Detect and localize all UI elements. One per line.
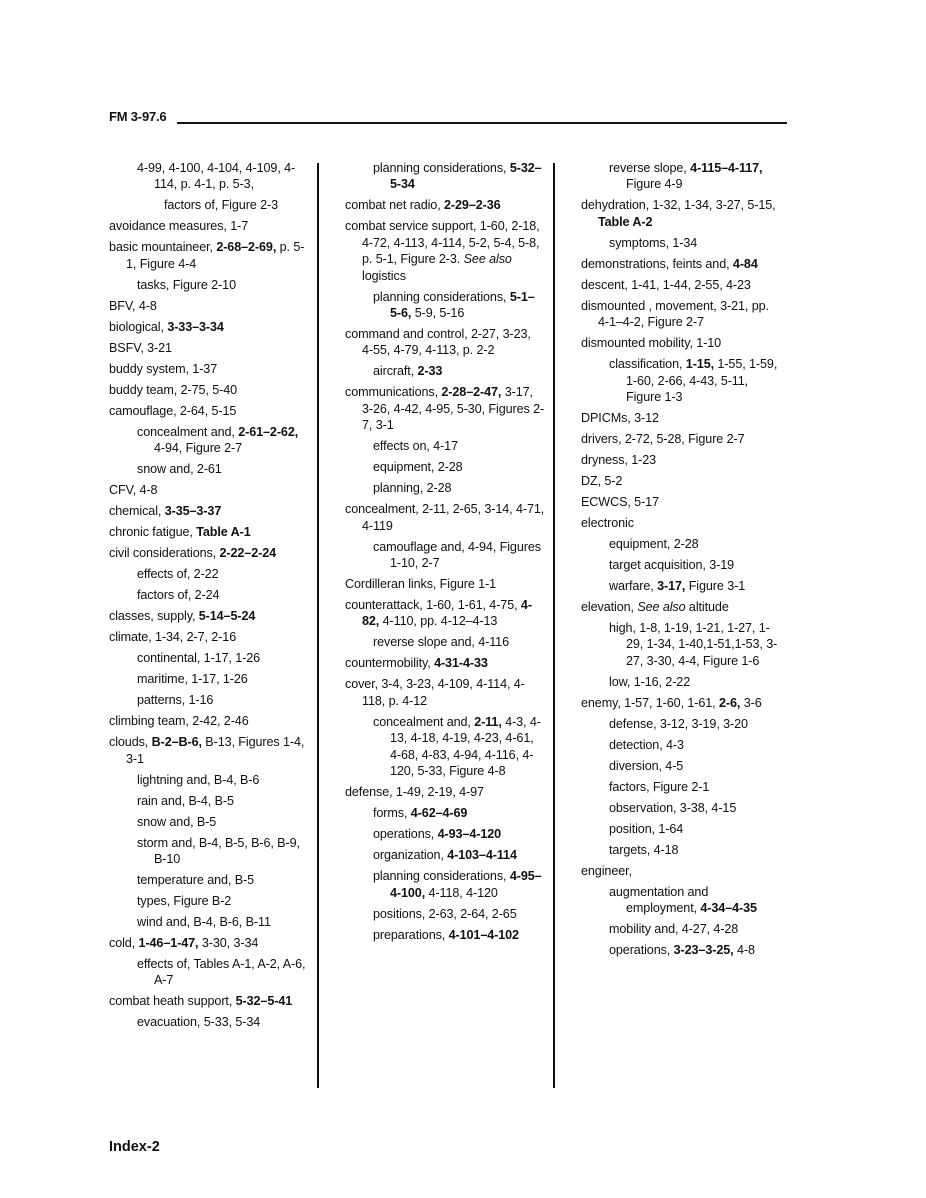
entry-text: communications, bbox=[345, 385, 442, 400]
entry-text: chemical, bbox=[109, 504, 165, 519]
see-also-text: See also bbox=[463, 252, 512, 267]
entry-text: dismounted mobility, 1-10 bbox=[581, 336, 722, 351]
entry-text: 4-94, Figure 2-7 bbox=[154, 441, 243, 456]
index-entry bbox=[581, 256, 781, 272]
entry-text: engineer, bbox=[581, 863, 632, 878]
entry-text: augmentation and employment, bbox=[609, 884, 709, 916]
index-subentry bbox=[109, 1014, 309, 1030]
index-subentry bbox=[345, 826, 545, 842]
entry-text: buddy team, 2-75, 5-40 bbox=[109, 382, 238, 397]
entry-text: 4-3, 4-13, 4-18, 4-19, 4-23, 4-61, 4-68, 4-83, 4-94, 4-116, 4-120, 5-33, Figure 4-8 bbox=[390, 714, 541, 779]
entry-text: mobility and, 4-27, 4-28 bbox=[609, 922, 739, 937]
index-entry bbox=[109, 734, 309, 767]
entry-text: combat heath support, bbox=[109, 994, 236, 1009]
entry-text: Figure 3-1 bbox=[685, 579, 746, 594]
bold-reference: 4-62–4-69 bbox=[410, 806, 468, 821]
index-entry bbox=[581, 452, 781, 468]
index-subentry bbox=[345, 480, 545, 496]
index-subentry bbox=[109, 692, 309, 708]
index-subentry bbox=[581, 942, 781, 958]
entry-text: low, 1-16, 2-22 bbox=[609, 674, 691, 689]
index-column-2 bbox=[345, 160, 545, 948]
index-subentry bbox=[109, 424, 309, 457]
index-entry bbox=[345, 197, 545, 213]
entry-text: DZ, 5-2 bbox=[581, 474, 623, 489]
entry-text: demonstrations, feints and, bbox=[581, 256, 733, 271]
entry-text: forms, bbox=[373, 806, 411, 821]
entry-text: classes, supply, bbox=[109, 609, 199, 624]
index-entry bbox=[109, 218, 309, 234]
entry-text: wind and, B-4, B-6, B-11 bbox=[137, 915, 271, 930]
entry-text: organization, bbox=[373, 848, 448, 863]
index-subentry bbox=[345, 289, 545, 322]
index-subentry bbox=[581, 800, 781, 816]
bold-reference: 2-61–2-62, bbox=[238, 424, 299, 439]
index-entry bbox=[581, 197, 781, 230]
index-entry bbox=[109, 713, 309, 729]
entry-text: maritime, 1-17, 1-26 bbox=[137, 672, 248, 687]
entry-text: 3-17, 3-26, 4-42, 4-95, 5-30, Figures 2-7, 3-1 bbox=[362, 385, 545, 433]
index-subentry bbox=[345, 714, 545, 780]
bold-reference: 4-34–4-35 bbox=[700, 901, 757, 916]
index-subentry bbox=[109, 197, 309, 213]
entry-text: 4-99, 4-100, 4-104, 4-109, 4-114, p. 4-1, p. 5-3, bbox=[137, 161, 296, 192]
bold-reference: 3-17, bbox=[657, 579, 686, 594]
entry-text: biological, bbox=[109, 319, 168, 334]
entry-text: patterns, 1-16 bbox=[137, 693, 214, 708]
entry-text: positions, 2-63, 2-64, 2-65 bbox=[373, 906, 517, 921]
entry-text: equipment, 2-28 bbox=[373, 460, 463, 475]
entry-text: Figure 4-9 bbox=[626, 177, 683, 192]
index-subentry bbox=[109, 793, 309, 809]
entry-text: clouds, bbox=[109, 735, 152, 750]
entry-text: position, 1-64 bbox=[609, 821, 684, 836]
index-subentry bbox=[109, 914, 309, 930]
index-subentry bbox=[345, 847, 545, 863]
entry-text: combat net radio, bbox=[345, 198, 445, 213]
entry-text: reverse slope and, 4-116 bbox=[373, 635, 509, 650]
entry-text: warfare, bbox=[609, 579, 658, 594]
index-entry bbox=[581, 863, 781, 879]
index-subentry bbox=[581, 884, 781, 917]
entry-text: defense, 1-49, 2-19, 4-97 bbox=[345, 785, 484, 800]
entry-text: continental, 1-17, 1-26 bbox=[137, 651, 261, 666]
bold-reference: 5-14–5-24 bbox=[198, 609, 256, 624]
entry-text: dismounted , movement, 3-21, pp. 4-1–4-2, Figure 2-7 bbox=[581, 298, 769, 330]
bold-reference: 2-68–2-69, bbox=[216, 240, 277, 255]
entry-text: cover, 3-4, 3-23, 4-109, 4-114, 4-118, p. 4-12 bbox=[345, 677, 525, 708]
index-subentry bbox=[109, 814, 309, 830]
index-subentry bbox=[581, 842, 781, 858]
index-entry bbox=[581, 410, 781, 426]
entry-text: 3-30, 3-34 bbox=[198, 936, 259, 951]
entry-text: 1-55, 1-59, 1-60, 2-66, 4-43, 5-11, Figure 1-3 bbox=[626, 357, 778, 405]
index-subentry bbox=[581, 235, 781, 251]
index-subentry bbox=[345, 363, 545, 379]
entry-text: operations, bbox=[373, 827, 438, 842]
entry-text: effects on, 4-17 bbox=[373, 439, 458, 454]
bold-reference: 2-6, bbox=[718, 695, 741, 710]
index-subentry bbox=[109, 772, 309, 788]
index-subentry bbox=[581, 620, 781, 669]
bold-reference: 2-29–2-36 bbox=[444, 198, 501, 213]
bold-reference: 4-115–4-117, bbox=[690, 161, 763, 175]
entry-text: equipment, 2-28 bbox=[609, 537, 699, 552]
entry-text: climbing team, 2-42, 2-46 bbox=[109, 714, 249, 729]
bold-reference: 2-28–2-47, bbox=[441, 385, 502, 400]
entry-text: storm and, B-4, B-5, B-6, B-9, B-10 bbox=[137, 835, 300, 867]
bold-reference: Table A-1 bbox=[196, 525, 251, 540]
entry-text: p. 5-1, Figure 4-4 bbox=[126, 240, 305, 271]
index-entry bbox=[109, 993, 309, 1009]
entry-text: DPICMs, 3-12 bbox=[581, 411, 659, 426]
index-entry bbox=[109, 361, 309, 377]
index-subentry bbox=[345, 634, 545, 650]
index-subentry bbox=[345, 927, 545, 943]
column-divider-2 bbox=[553, 163, 555, 1088]
index-entry bbox=[109, 482, 309, 498]
entry-text: chronic fatigue, bbox=[109, 525, 197, 540]
entry-text: elevation, bbox=[581, 600, 638, 615]
bold-reference: 4-31-4-33 bbox=[434, 656, 488, 671]
entry-text: target acquisition, 3-19 bbox=[609, 558, 735, 573]
bold-reference: 2-11, bbox=[474, 714, 502, 729]
index-entry bbox=[109, 524, 309, 540]
entry-text: counterattack, 1-60, 1-61, 4-75, bbox=[345, 598, 521, 613]
index-entry bbox=[581, 473, 781, 489]
index-entry bbox=[345, 655, 545, 671]
entry-text: planning considerations, bbox=[373, 161, 510, 175]
index-entry bbox=[581, 695, 781, 711]
entry-text: temperature and, B-5 bbox=[137, 873, 255, 888]
index-subentry bbox=[581, 557, 781, 573]
index-entry bbox=[109, 403, 309, 419]
index-subentry bbox=[345, 868, 545, 901]
index-column-1 bbox=[109, 160, 309, 1035]
bold-reference: 1-46–1-47, bbox=[138, 936, 199, 951]
bold-reference: B-2–B-6, bbox=[151, 735, 202, 750]
bold-reference: 5-32–5-34 bbox=[390, 161, 542, 192]
index-subentry bbox=[109, 160, 309, 193]
entry-text: targets, 4-18 bbox=[609, 842, 679, 857]
entry-text: Cordilleran links, Figure 1-1 bbox=[345, 577, 497, 592]
entry-text: observation, 3-38, 4-15 bbox=[609, 800, 737, 815]
entry-text: defense, 3-12, 3-19, 3-20 bbox=[609, 716, 748, 731]
see-also-text: See also bbox=[637, 600, 686, 615]
page-number: Index-2 bbox=[109, 1139, 160, 1155]
bold-reference: 4-103–4-114 bbox=[447, 848, 517, 863]
entry-text: 4-118, 4-120 bbox=[425, 885, 498, 900]
index-entry bbox=[581, 277, 781, 293]
index-entry bbox=[345, 597, 545, 630]
column-divider-1 bbox=[317, 163, 319, 1088]
entry-text: planning, 2-28 bbox=[373, 481, 452, 496]
index-subentry bbox=[109, 893, 309, 909]
entry-text: dryness, 1-23 bbox=[581, 453, 657, 468]
entry-text: climate, 1-34, 2-7, 2-16 bbox=[109, 630, 237, 645]
entry-text: preparations, bbox=[373, 927, 449, 942]
index-subentry bbox=[109, 956, 309, 989]
entry-text: diversion, 4-5 bbox=[609, 758, 684, 773]
bold-reference: 1-15, bbox=[685, 357, 715, 372]
index-entry bbox=[109, 319, 309, 335]
header-rule bbox=[177, 122, 787, 124]
bold-reference: 4-84 bbox=[732, 256, 758, 271]
bold-reference: 4-93–4-120 bbox=[437, 827, 502, 842]
index-entry bbox=[109, 545, 309, 561]
index-entry bbox=[581, 431, 781, 447]
running-header bbox=[109, 108, 787, 126]
bold-reference: Table A-2 bbox=[598, 214, 653, 229]
index-subentry bbox=[109, 277, 309, 293]
entry-text: logistics bbox=[362, 268, 406, 283]
index-subentry bbox=[345, 438, 545, 454]
entry-text: cold, bbox=[109, 936, 139, 951]
entry-text: effects of, 2-22 bbox=[137, 567, 219, 582]
index-entry bbox=[109, 503, 309, 519]
index-subentry bbox=[581, 356, 781, 405]
entry-text: concealment and, bbox=[373, 714, 475, 729]
index-subentry bbox=[345, 805, 545, 821]
index-subentry bbox=[345, 160, 545, 193]
index-subentry bbox=[581, 674, 781, 690]
entry-text: planning considerations, bbox=[373, 289, 510, 304]
index-subentry bbox=[109, 461, 309, 477]
index-entry bbox=[581, 335, 781, 351]
index-subentry bbox=[109, 566, 309, 582]
entry-text: civil considerations, bbox=[109, 546, 220, 561]
bold-reference: 3-33–3-34 bbox=[167, 319, 224, 334]
index-entry bbox=[345, 501, 545, 534]
entry-text: BFV, 4-8 bbox=[109, 298, 157, 313]
entry-text: factors of, 2-24 bbox=[137, 588, 220, 603]
index-subentry bbox=[345, 539, 545, 572]
entry-text: countermobility, bbox=[345, 656, 435, 671]
index-subentry bbox=[581, 737, 781, 753]
bold-reference: 4-101–4-102 bbox=[448, 927, 519, 942]
index-entry bbox=[345, 326, 545, 359]
entry-text: basic mountaineer, bbox=[109, 240, 217, 255]
index-entry bbox=[109, 239, 309, 272]
index-entry bbox=[109, 382, 309, 398]
index-entry bbox=[109, 629, 309, 645]
entry-text: rain and, B-4, B-5 bbox=[137, 793, 234, 808]
index-entry bbox=[345, 784, 545, 800]
entry-text: planning considerations, bbox=[373, 869, 510, 884]
entry-text: B-13, Figures 1-4, 3-1 bbox=[126, 735, 305, 766]
index-subentry bbox=[109, 671, 309, 687]
entry-text: CFV, 4-8 bbox=[109, 483, 158, 498]
entry-text: reverse slope, bbox=[609, 161, 691, 175]
entry-text: detection, 4-3 bbox=[609, 737, 684, 752]
bold-reference: 4-82, bbox=[362, 598, 532, 629]
index-entry bbox=[109, 608, 309, 624]
entry-text: snow and, 2-61 bbox=[137, 462, 222, 477]
entry-text: avoidance measures, 1-7 bbox=[109, 219, 249, 234]
index-entry bbox=[109, 340, 309, 356]
index-entry bbox=[581, 599, 781, 615]
bold-reference: 2-22–2-24 bbox=[219, 546, 277, 561]
index-entry bbox=[581, 298, 781, 331]
entry-text: camouflage and, 4-94, Figures 1-10, 2-7 bbox=[373, 539, 541, 571]
entry-text: concealment, 2-11, 2-65, 3-14, 4-71, 4-119 bbox=[345, 502, 545, 533]
entry-text: concealment and, bbox=[137, 424, 239, 439]
index-entry bbox=[345, 676, 545, 709]
index-subentry bbox=[345, 459, 545, 475]
entry-text: factors of, Figure 2-3 bbox=[164, 198, 278, 213]
entry-text: snow and, B-5 bbox=[137, 814, 217, 829]
index-entry bbox=[109, 935, 309, 951]
bold-reference: 5-32–5-41 bbox=[235, 994, 293, 1009]
entry-text: evacuation, 5-33, 5-34 bbox=[137, 1015, 261, 1030]
entry-text: lightning and, B-4, B-6 bbox=[137, 772, 260, 787]
index-subentry bbox=[581, 921, 781, 937]
index-subentry bbox=[581, 758, 781, 774]
index-subentry bbox=[581, 578, 781, 594]
entry-text: enemy, 1-57, 1-60, 1-61, bbox=[581, 695, 719, 710]
entry-text: 3-6 bbox=[740, 695, 762, 710]
index-entry bbox=[345, 576, 545, 592]
entry-text: buddy system, 1-37 bbox=[109, 361, 218, 376]
index-subentry bbox=[109, 872, 309, 888]
index-subentry bbox=[581, 160, 781, 193]
entry-text: effects of, Tables A-1, A-2, A-6, A-7 bbox=[137, 957, 306, 988]
index-entry bbox=[581, 515, 781, 531]
document-id: FM 3-97.6 bbox=[109, 109, 167, 124]
index-subentry bbox=[581, 779, 781, 795]
index-entry bbox=[345, 384, 545, 433]
entry-text: high, 1-8, 1-19, 1-21, 1-27, 1-29, 1-34, 1-40,1-51,1-53, 3-27, 3-30, 4-4, Figure 1-6 bbox=[609, 621, 778, 668]
entry-text: tasks, Figure 2-10 bbox=[137, 277, 236, 292]
index-subentry bbox=[109, 835, 309, 868]
bold-reference: 3-23–3-25, bbox=[673, 943, 734, 958]
entry-text: 4-8 bbox=[733, 943, 755, 958]
entry-text: combat service support, 1-60, 2-18, 4-72, 4-113, 4-114, 5-2, 5-4, 5-8, p. 5-1, Figure 2-3. bbox=[345, 219, 540, 267]
bold-reference: 5-1–5-6, bbox=[390, 289, 535, 321]
index-subentry bbox=[345, 906, 545, 922]
entry-text: altitude bbox=[685, 600, 729, 615]
entry-text: ECWCS, 5-17 bbox=[581, 495, 659, 510]
bold-reference: 2-33 bbox=[417, 364, 443, 379]
index-column-3 bbox=[581, 160, 781, 963]
index-subentry bbox=[581, 536, 781, 552]
entry-text: camouflage, 2-64, 5-15 bbox=[109, 403, 237, 418]
entry-text: classification, bbox=[609, 357, 686, 372]
entry-text: aircraft, bbox=[373, 364, 418, 379]
index-entry bbox=[581, 494, 781, 510]
index-subentry bbox=[109, 650, 309, 666]
index-subentry bbox=[581, 821, 781, 837]
entry-text: BSFV, 3-21 bbox=[109, 340, 172, 355]
entry-text: drivers, 2-72, 5-28, Figure 2-7 bbox=[581, 432, 745, 447]
entry-text: factors, Figure 2-1 bbox=[609, 779, 710, 794]
entry-text: command and control, 2-27, 3-23, 4-55, 4-79, 4-113, p. 2-2 bbox=[345, 327, 531, 358]
index-subentry bbox=[109, 587, 309, 603]
entry-text: descent, 1-41, 1-44, 2-55, 4-23 bbox=[581, 277, 751, 292]
index-entry bbox=[109, 298, 309, 314]
entry-text: 4-110, pp. 4-12–4-13 bbox=[379, 614, 498, 629]
entry-text: electronic bbox=[581, 516, 634, 531]
entry-text: types, Figure B-2 bbox=[137, 894, 232, 909]
index-subentry bbox=[581, 716, 781, 732]
entry-text: dehydration, 1-32, 1-34, 3-27, 5-15, bbox=[581, 198, 776, 213]
index-entry bbox=[345, 218, 545, 284]
bold-reference: 4-95–4-100, bbox=[390, 869, 542, 900]
entry-text: 5-9, 5-16 bbox=[411, 306, 465, 321]
entry-text: operations, bbox=[609, 943, 674, 958]
entry-text: symptoms, 1-34 bbox=[609, 235, 698, 250]
bold-reference: 3-35–3-37 bbox=[164, 504, 222, 519]
